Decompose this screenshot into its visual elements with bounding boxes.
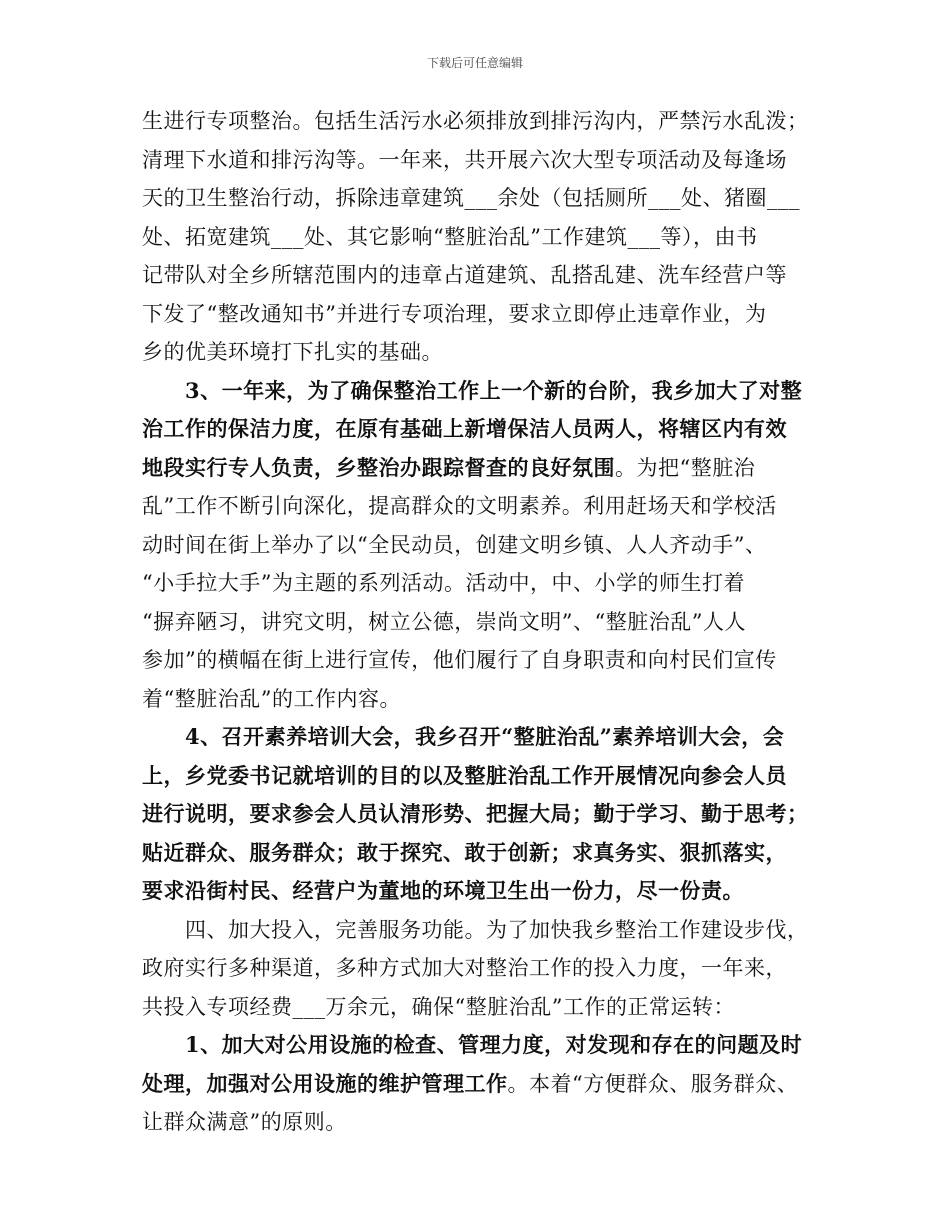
text-line: 乱”工作不断引向深化，提高群众的文明素养。利用赶场天和学校活 xyxy=(142,494,777,518)
paragraph xyxy=(142,1026,822,1142)
text-line: 让群众满意”的原则。 xyxy=(142,1110,347,1134)
text-line: 四、加大投入，完善服务功能。为了加快我乡整治工作建设步伐， xyxy=(185,917,809,942)
bold-text: 处理，加强对公用设施的维护管理工作 xyxy=(142,1070,508,1096)
text-line: 进行说明，要求参会人员认清形势、把握大局；勤于学习、勤于思考； xyxy=(142,801,809,826)
normal-text: 。为把“整脏治 xyxy=(615,455,756,480)
text-line: 生进行专项整治。包括生活污水必须排放到排污沟内，严禁污水乱泼； xyxy=(142,109,809,133)
text-line: 处、拓宽建筑___处、其它影响“整脏治乱”工作建筑___等），由书 xyxy=(142,224,758,249)
text-line: 乡的优美环境打下扎实的基础。 xyxy=(142,340,443,364)
paragraph xyxy=(142,911,822,1027)
text-line: “摒弃陋习，讲究文明，树立公德，崇尚文明”、“整脏治乱”人人 xyxy=(142,609,746,634)
text-line xyxy=(142,1065,822,1104)
text-line: 上，乡党委书记就培训的目的以及整脏治乱工作开展情况向参会人员 xyxy=(142,762,787,788)
bold-text: 地段实行专人负责，乡整治办跟踪督查的良好氛围 xyxy=(142,454,615,480)
text-line: 动时间在街上举办了以“全民动员，创建文明乡镇、人人齐动手”、 xyxy=(142,532,767,557)
text-line: 共投入专项经费___万余元，确保“整脏治乱”工作的正常运转： xyxy=(142,994,735,1019)
text-line: 4、召开素养培训大会，我乡召开“整脏治乱”素养培训大会，会 xyxy=(185,724,785,749)
text-line: “小手拉大手”为主题的系列活动。活动中，中、小学的师生打着 xyxy=(142,571,745,595)
text-line: 贴近群众、服务群众；敢于探究、敢于创新；求真务实、狠抓落实， xyxy=(142,839,787,865)
page-header-note: 下载后可任意编辑 xyxy=(426,56,523,70)
text-line: 参加”的横幅在街上进行宣传，他们履行了自身职责和向村民们宣传 xyxy=(142,648,777,672)
text-line: 着“整脏治乱”的工作内容。 xyxy=(142,686,401,711)
text-line: 治工作的保洁力度，在原有基础上新增保洁人员两人，将辖区内有效 xyxy=(142,416,787,441)
paragraph xyxy=(142,718,822,911)
text-line: 清理下水道和排污沟等。一年来，共开展六次大型专项活动及每逢场 xyxy=(142,147,787,172)
text-line: 1、加大对公用设施的检查、管理力度，对发现和存在的问题及时 xyxy=(185,1032,803,1057)
normal-text: 。本着“方便群众、服务群众、 xyxy=(507,1071,799,1096)
paragraph xyxy=(142,372,822,719)
text-line: 记带队对全乡所辖范围内的违章占道建筑、乱搭乱建、洗车经营户等 xyxy=(142,263,787,287)
document-body xyxy=(142,102,822,1142)
paragraph xyxy=(142,102,822,372)
text-line: 3、一年来，为了确保整治工作上一个新的台阶，我乡加大了对整 xyxy=(185,377,803,403)
text-line: 要求沿街村民、经营户为董地的环境卫生出一份力，尽一份责。 xyxy=(142,878,744,903)
text-line xyxy=(142,449,822,488)
text-line: 天的卫生整治行动，拆除违章建筑___余处（包括厕所___处、猪圈___ xyxy=(142,186,800,210)
text-line: 政府实行多种渠道，多种方式加大对整治工作的投入力度，一年来， xyxy=(142,956,787,980)
text-line: 下发了“整改通知书”并进行专项治理，要求立即停止违章作业，为 xyxy=(142,301,767,326)
